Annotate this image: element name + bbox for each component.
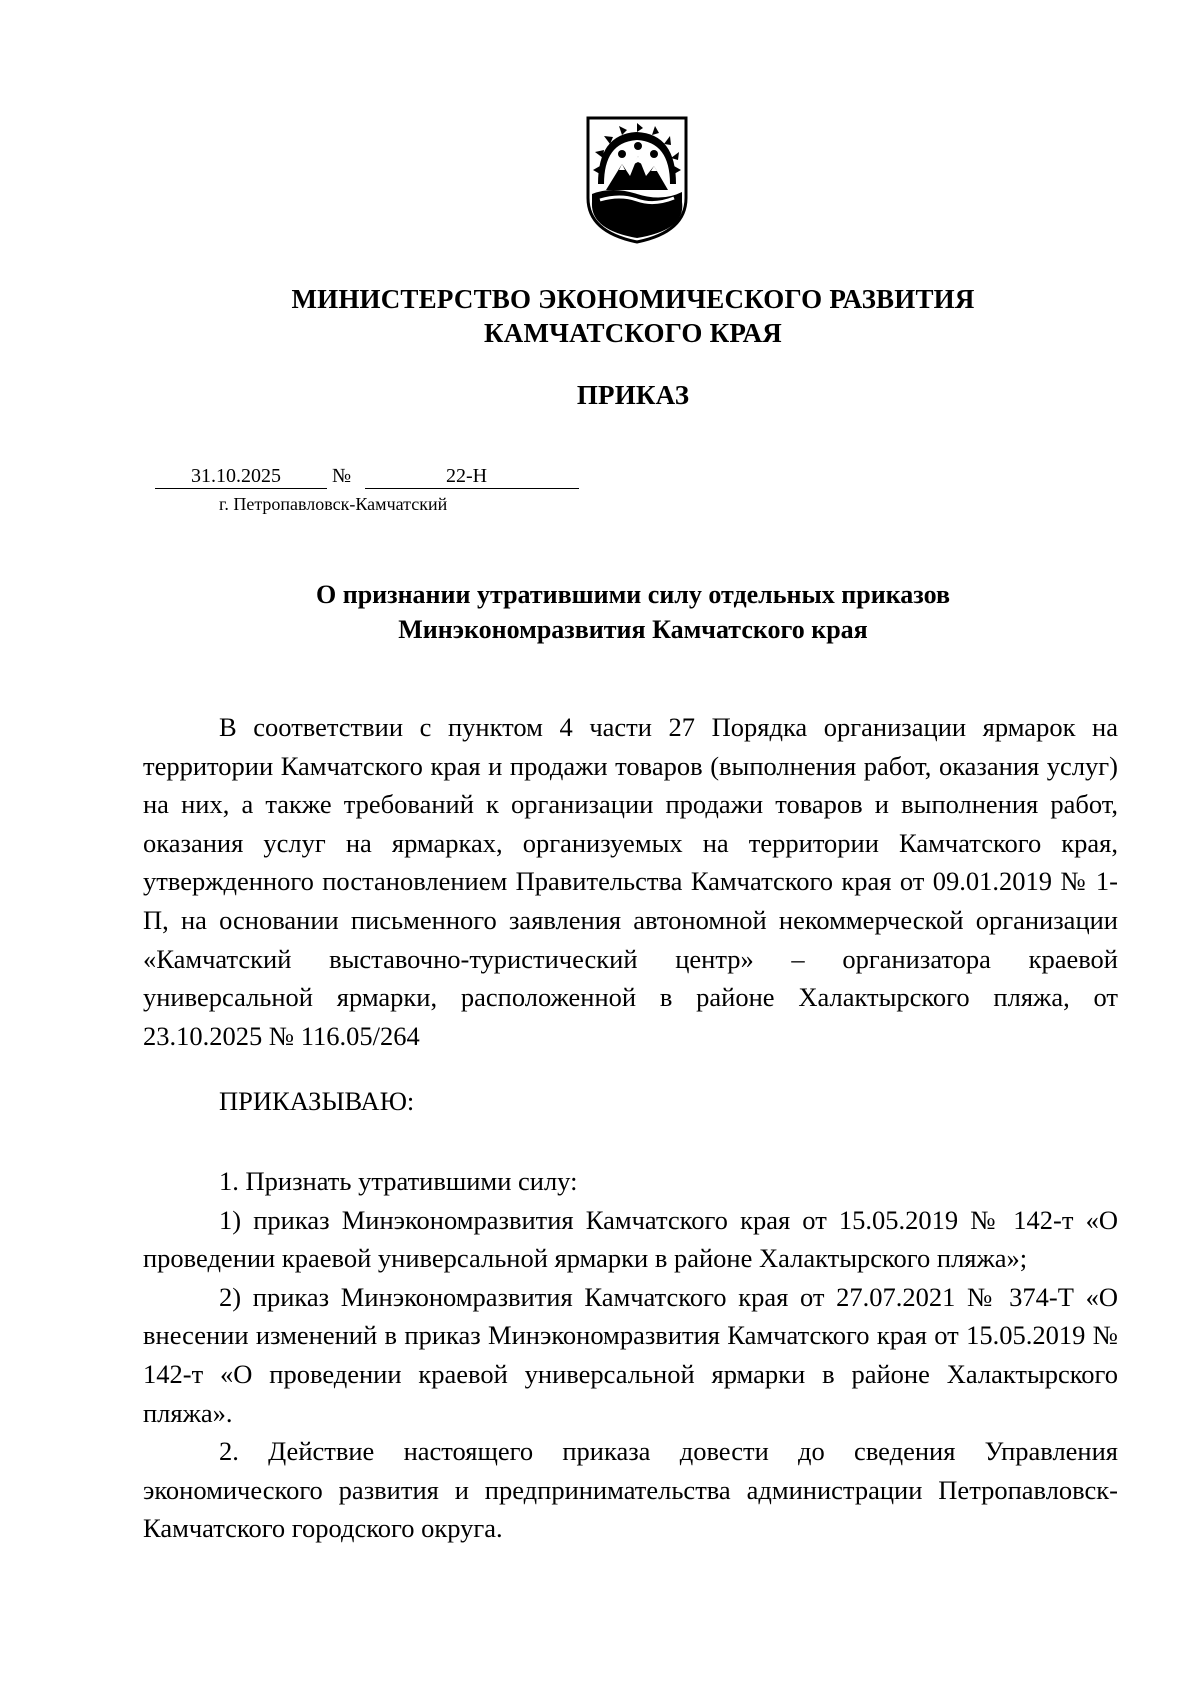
registration-line bbox=[155, 465, 579, 489]
number-underline bbox=[365, 488, 579, 489]
basis-text: В соответствии с пунктом 4 части 27 Порядка организации ярмарок на территории Камчатского края и продажи товаров (выполнения работ, оказания услуг) на них, а также требований к организации продажи товаров и выполнения работ, оказания услуг на ярмарках, организуемых на территории Камчатского края, утвержденного постановлением Правительства Камчатского края от 09.01.2019 № 1-П, на основании письменного заявления автономной некоммерческой организации «Камчатский выставочно-туристический центр» – организатора краевой универсальной ярмарки, расположенной в районе Халактырского пляжа, от 23.10.2025 № 116.05/264 bbox=[143, 712, 1118, 1051]
document-date: 31.10.2025 bbox=[191, 465, 281, 487]
order-word: ПРИКАЗЫВАЮ: bbox=[219, 1086, 415, 1116]
order-items bbox=[143, 1162, 1118, 1548]
ministry-name-line2: КАМЧАТСКОГО КРАЯ bbox=[484, 318, 782, 348]
basis-paragraph bbox=[143, 708, 1118, 1055]
item1-sub2: 2) приказ Минэкономразвития Камчатского края от 27.07.2021 № 374-Т «О внесении изменений в приказ Минэкономразвития Камчатского края от 15.05.2019 № 142-т «О проведении краевой универсальной ярмарки в районе Халактырского пляжа». bbox=[143, 1281, 1118, 1428]
document-number: 22-Н bbox=[446, 465, 488, 487]
document-type: ПРИКАЗ bbox=[576, 380, 690, 410]
subject-line1: О признании утратившими силу отдельных приказов bbox=[315, 580, 950, 609]
kamchatka-coat-of-arms-icon bbox=[582, 114, 692, 244]
item2: 2. Действие настоящего приказа довести до сведения Управления экономического развития и предпринимательства администрации Петропавловск-Камчатского городского округа. bbox=[143, 1436, 1118, 1544]
date-underline bbox=[155, 488, 327, 489]
ministry-name-line1: МИНИСТЕРСТВО ЭКОНОМИЧЕСКОГО РАЗВИТИЯ bbox=[291, 284, 975, 314]
number-sign: № bbox=[332, 465, 352, 487]
item1-title: 1. Признать утратившими силу: bbox=[219, 1166, 578, 1196]
city: г. Петропавловск-Камчатский bbox=[219, 494, 448, 514]
subject-line2: Минэкономразвития Камчатского края bbox=[398, 615, 868, 644]
item1-sub1: 1) приказ Минэкономразвития Камчатского края от 15.05.2019 № 142-т «О проведении краевой универсальной ярмарки в районе Халактырского пляжа»; bbox=[143, 1204, 1118, 1274]
